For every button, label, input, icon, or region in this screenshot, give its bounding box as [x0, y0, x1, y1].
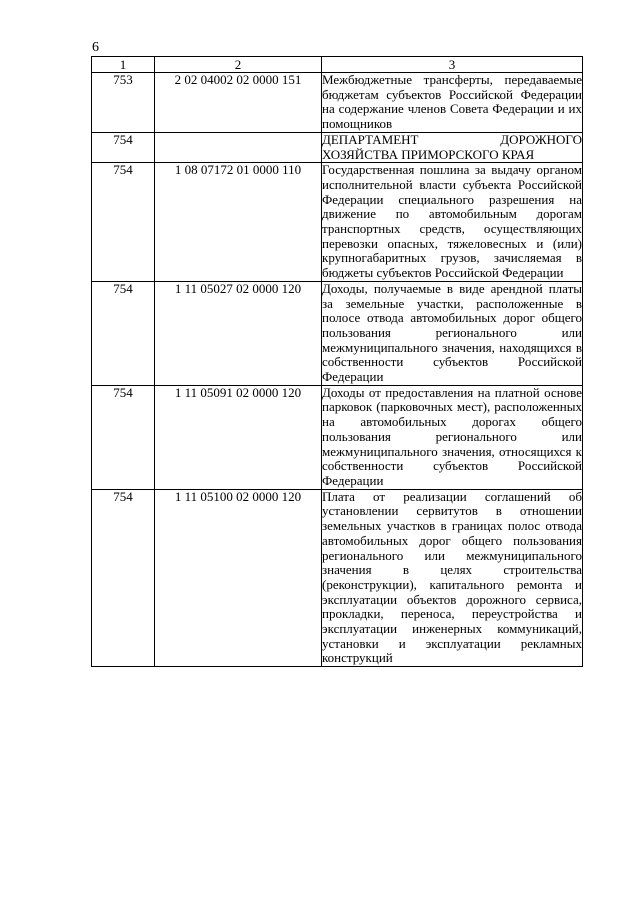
revenue-codes-table: [91, 56, 583, 667]
table-row: [92, 73, 583, 133]
admin-code-cell: 754: [92, 132, 155, 162]
column-header: 2: [155, 57, 322, 73]
admin-code-cell: 754: [92, 163, 155, 282]
admin-code-cell: 754: [92, 489, 155, 666]
column-header: 1: [92, 57, 155, 73]
department-name-cell: ДЕПАРТАМЕНТ ДОРОЖНОГО ХОЗЯЙСТВА ПРИМОРСКОГО КРАЯ: [322, 131, 582, 162]
revenue-code-cell: 1 11 05100 02 0000 120: [155, 489, 322, 666]
table-row: [92, 489, 583, 666]
table-row: [92, 163, 583, 282]
table-row: [92, 385, 583, 489]
revenue-name-cell: Доходы от предоставления на платной основе парковок (парковочных мест), расположенных на автомобильных дорогах общего пользования регионального или межмуниципального значения, относящихся к собственности субъектов Российской Федерации: [322, 384, 582, 488]
revenue-code-cell: 1 11 05091 02 0000 120: [155, 385, 322, 489]
revenue-name-cell: Доходы, получаемые в виде арендной платы за земельные участки, расположенные в полосе отвода автомобильных дорог общего пользования регионального или межмуниципального значения, находящихся в собственности субъектов Российской Федерации: [322, 280, 582, 385]
table-row: [92, 281, 583, 385]
column-header: 3: [322, 57, 583, 73]
admin-code-cell: 753: [92, 73, 155, 133]
admin-code-cell: 754: [92, 385, 155, 489]
admin-code-cell: 754: [92, 281, 155, 385]
revenue-code-cell: 1 11 05027 02 0000 120: [155, 281, 322, 385]
revenue-name-cell: Межбюджетные трансферты, передаваемые бюджетам субъектов Российской Федерации на содержание членов Совета Федерации и их помощников: [322, 72, 582, 132]
revenue-code-cell: 1 08 07172 01 0000 110: [155, 163, 322, 282]
page-number: 6: [92, 40, 99, 55]
table-row: [92, 132, 583, 162]
revenue-name-cell: Государственная пошлина за выдачу органом исполнительной власти субъекта Российской Федерации специального разрешения на движение по автомобильным дорогам транспортных средств, осуществляющих перевозки опасных, тяжеловесных и (или) крупногабаритных грузов, зачисляемая в бюджеты субъектов Российской Федерации: [322, 162, 582, 281]
revenue-name-cell: Плата от реализации соглашений об установлении сервитутов в отношении земельных участков в границах полос отвода автомобильных дорог общего пользования регионального или межмуниципального значения в целях строительства (реконструкции), капитального ремонта и эксплуатации объектов дорожного сервиса, прокладки, переноса, переустройства и эксплуатации инженерных коммуникаций, установки и эксплуатации рекламных конструкций: [322, 488, 582, 666]
revenue-code-cell: [155, 132, 322, 162]
revenue-code-cell: 2 02 04002 02 0000 151: [155, 73, 322, 133]
table-header-row: [92, 57, 583, 73]
